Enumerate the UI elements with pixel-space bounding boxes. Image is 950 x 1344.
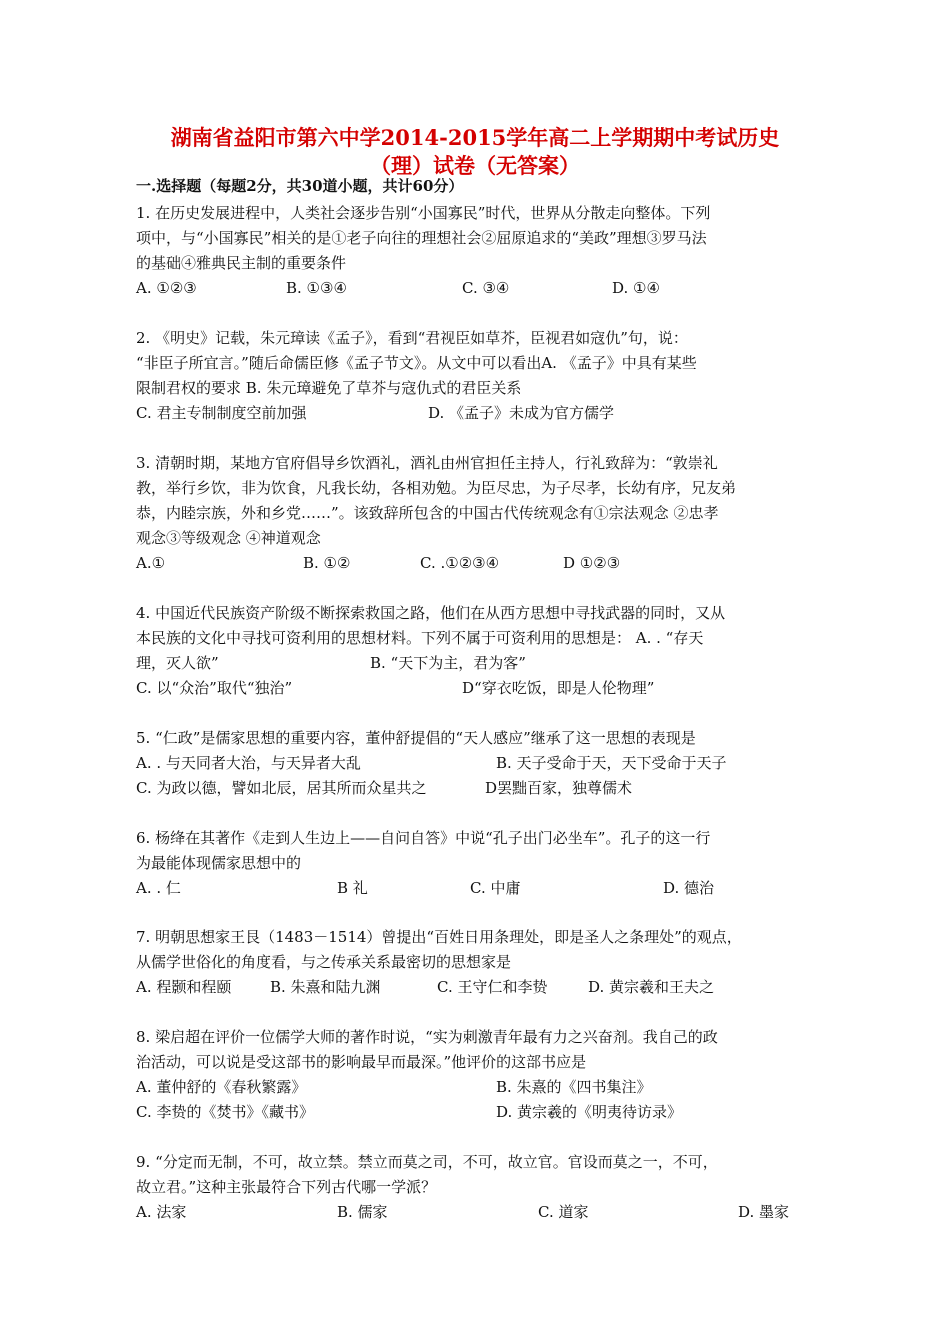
question-text-line: 教，举行乡饮，非为饮食，凡我长幼，各相劝勉。为臣尽忠，为子尽孝，长幼有序，兄友弟 (136, 479, 737, 497)
exam-title (100, 124, 850, 180)
option-d: D. 墨家 (738, 1203, 790, 1221)
question-text-line: 限制君权的要求 B. 朱元璋避免了草芥与寇仇式的君臣关系 (136, 379, 522, 397)
question-text-line: 项中，与“小国寡民”相关的是①老子向往的理想社会②屈原追求的“美政”理想③罗马法 (136, 229, 707, 247)
option-d: D“穿衣吃饭，即是人伦物理” (462, 679, 655, 697)
option-b: B. ①② (303, 554, 351, 572)
question-text-line: 故立君。”这种主张最符合下列古代哪一学派？ (136, 1178, 437, 1196)
question-text-line: 3. 清朝时期，某地方官府倡导乡饮酒礼，酒礼由州官担任主持人，行礼致辞为：“敦崇礼 (136, 454, 718, 472)
option-a: A. 董仲舒的《春秋繁露》 (136, 1078, 307, 1096)
option-d: D. 《孟子》未成为官方儒学 (428, 404, 615, 422)
option-c: C. 君主专制制度空前加强 (136, 404, 307, 422)
option-c: C. 李贽的《焚书》《藏书》 (136, 1103, 314, 1121)
option-b: B. 天子受命于天，天下受命于天子 (496, 754, 727, 772)
question-text-line: 恭，内睦宗族，外和乡党……”。该致辞所包含的中国古代传统观念有①宗法观念 ②忠孝 (136, 504, 719, 522)
question-text-line: 为最能体现儒家思想中的 (136, 854, 302, 872)
question-text-line: 的基础④雅典民主制的重要条件 (136, 254, 347, 272)
option-a: A. . 仁 (136, 879, 181, 897)
question-text-line: 6. 杨绛在其著作《走到人生边上——自问自答》中说“孔子出门必坐车”。孔子的这一行 (136, 829, 711, 847)
question-text-line: 2. 《明史》记载，朱元璋读《孟子》，看到“君视臣如草芥，臣视君如寇仇”句，说： (136, 329, 688, 347)
option-a: A. ①②③ (136, 279, 197, 297)
question-text-line: 5. “仁政”是儒家思想的重要内容，董仲舒提倡的“天人感应”继承了这一思想的表现是 (136, 729, 696, 747)
question-text-line: 理，灭人欲” (136, 654, 219, 672)
question-text-line: 观念③等级观念 ④神道观念 (136, 529, 321, 547)
section-heading: 一.选择题（每题2分，共30道小题，共计60分） (136, 177, 464, 195)
question-text-line: 治活动，可以说是受这部书的影响最早而最深。”他评价的这部书应是 (136, 1053, 587, 1071)
question-text-line: 7. 明朝思想家王艮（1483－1514）曾提出“百姓日用条理处，即是圣人之条理处”的观点， (136, 928, 742, 946)
option-d: D. ①④ (612, 279, 660, 297)
option-d: D罢黜百家，独尊儒术 (485, 779, 633, 797)
option-c: C. 道家 (538, 1203, 589, 1221)
option-c: C. 王守仁和李贽 (437, 978, 548, 996)
question-text-line: 从儒学世俗化的角度看，与之传承关系最密切的思想家是 (136, 953, 512, 971)
exam-title-line-1: 湖南省益阳市第六中学2014-2015学年高二上学期期中考试历史 (170, 125, 780, 150)
option-d: D. 黄宗羲的《明夷待访录》 (496, 1103, 683, 1121)
option-c: C. 为政以德，譬如北辰，居其所而众星共之 (136, 779, 427, 797)
option-b: B. 儒家 (337, 1203, 388, 1221)
question-text-line: 4. 中国近代民族资产阶级不断探索救国之路，他们在从西方思想中寻找武器的同时，又从 (136, 604, 726, 622)
option-b: B. ①③④ (286, 279, 347, 297)
option-c: C. .①②③④ (420, 554, 500, 572)
option-b: B. 朱熹和陆九渊 (270, 978, 381, 996)
option-b: B 礼 (337, 879, 368, 897)
question-text-line: 8. 梁启超在评价一位儒学大师的著作时说，“实为刺激青年最有力之兴奋剂。我自己的政 (136, 1028, 718, 1046)
question-text-line: 9. “分定而无制，不可，故立禁。禁立而莫之司，不可，故立官。官设而莫之一，不可， (136, 1153, 718, 1171)
option-c: C. 中庸 (470, 879, 521, 897)
option-d: D. 黄宗羲和王夫之 (588, 978, 715, 996)
exam-title-line-2: （理）试卷（无答案） (370, 153, 580, 178)
option-b: B. “天下为主，君为客” (370, 654, 526, 672)
option-d: D ①②③ (563, 554, 621, 572)
option-a: A. . 与天同者大治，与天异者大乱 (136, 754, 361, 772)
option-d: D. 德治 (663, 879, 715, 897)
question-text-line: “非臣子所宜言。”随后命儒臣修《孟子节文》。从文中可以看出A. 《孟子》中具有某些 (136, 354, 697, 372)
option-c: C. 以“众治”取代“独治” (136, 679, 293, 697)
question-text-line: 1. 在历史发展进程中，人类社会逐步告别“小国寡民”时代，世界从分散走向整体。下列 (136, 204, 711, 222)
question-text-line: 本民族的文化中寻找可资利用的思想材料。下列不属于可资利用的思想是： A. . “存天 (136, 629, 704, 647)
option-a: A. 法家 (136, 1203, 187, 1221)
option-c: C. ③④ (462, 279, 510, 297)
option-a: A.① (136, 554, 166, 572)
option-a: A. 程颢和程颐 (136, 978, 232, 996)
option-b: B. 朱熹的《四书集注》 (496, 1078, 652, 1096)
